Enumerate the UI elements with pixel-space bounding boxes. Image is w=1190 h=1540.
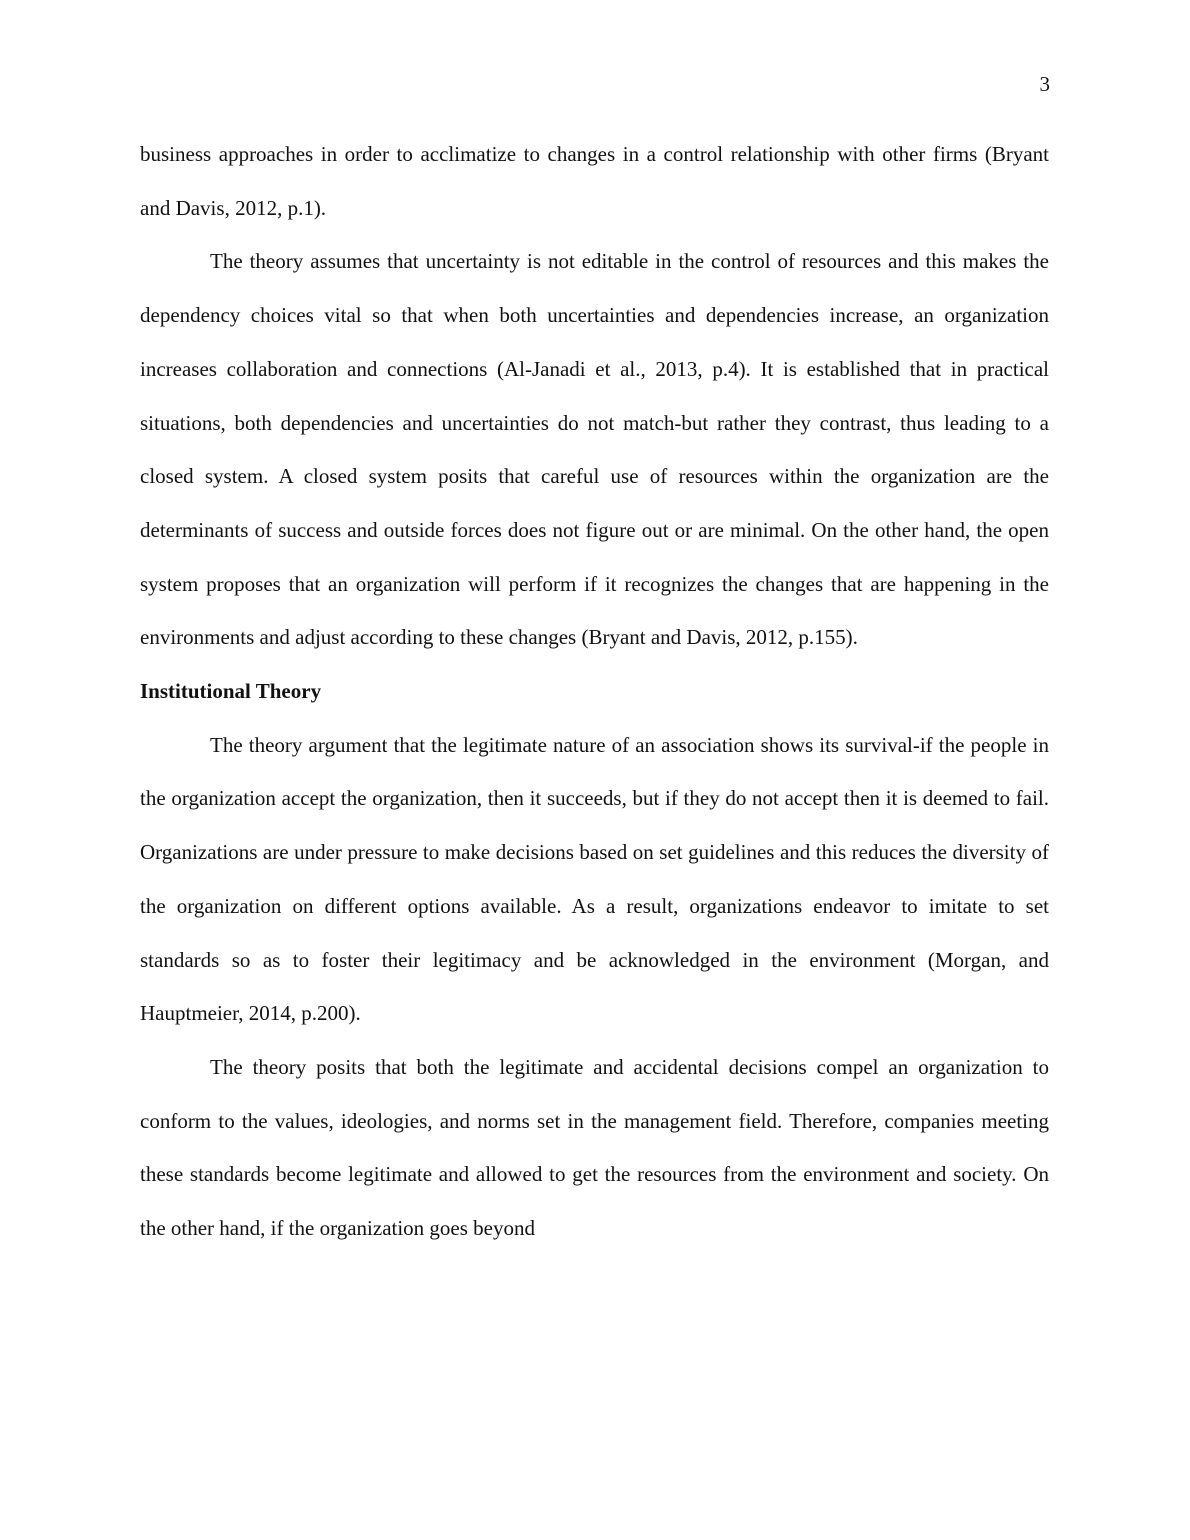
document-body bbox=[140, 128, 1049, 1256]
paragraph-continuation: business approaches in order to acclimatize to changes in a control relationship with other firms (Bryant and Davis, 2012, p.1). bbox=[140, 142, 1049, 220]
page-number: 3 bbox=[1039, 72, 1050, 96]
paragraph-institutional-conformity: The theory posits that both the legitimate and accidental decisions compel an organization to conform to the values, ideologies, and norms set in the management field. Therefore, companies meeting these standards become legitimate and allowed to get the resources from the environment and society. On the other hand, if the organization goes beyond bbox=[140, 1054, 1049, 1241]
paragraph-resource-dependency: The theory assumes that uncertainty is not editable in the control of resources and this makes the dependency choices vital so that when both uncertainties and dependencies increase, an organization increases collaboration and connections (Al-Janadi et al., 2013, p.4). It is established that in practical situations, both dependencies and uncertainties do not match-but rather they contrast, thus leading to a closed system. A closed system posits that careful use of resources within the organization are the determinants of success and outside forces does not figure out or are minimal. On the other hand, the open system proposes that an organization will perform if it recognizes the changes that are happening in the environments and adjust according to these changes (Bryant and Davis, 2012, p.155). bbox=[140, 249, 1049, 650]
paragraph-institutional-legitimacy: The theory argument that the legitimate nature of an association shows its survival-if the people in the organization accept the organization, then it succeeds, but if they do not accept then it is deemed to fail. Organizations are under pressure to make decisions based on set guidelines and this reduces the diversity of the organization on different options available. As a result, organizations endeavor to imitate to set standards so as to foster their legitimacy and be acknowledged in the environment (Morgan, and Hauptmeier, 2014, p.200). bbox=[140, 732, 1049, 1026]
section-heading-institutional-theory: Institutional Theory bbox=[140, 679, 322, 704]
